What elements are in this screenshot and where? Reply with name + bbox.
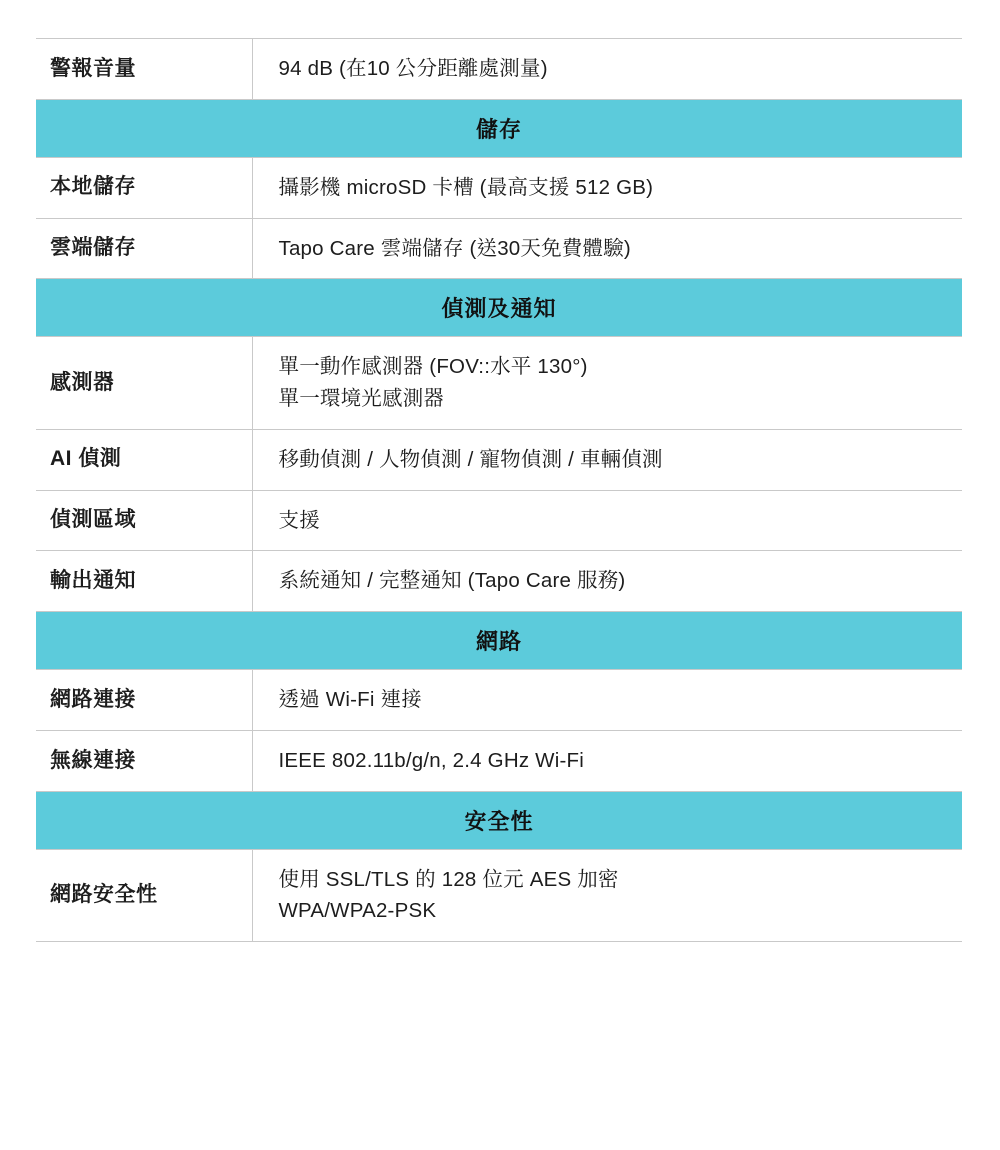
spec-value-line: 單一動作感測器 (FOV::水平 130°) [278,355,588,379]
section-header-row [36,279,962,337]
spec-value [252,849,962,942]
spec-label: 輸出通知 [36,551,252,612]
spec-value-line: 94 dB (在10 公分距離處測量) [278,57,548,80]
spec-label: 本地儲存 [36,157,252,218]
spec-value [252,337,962,430]
spec-value [252,218,962,279]
section-header-row [36,791,962,849]
spec-value-line: IEEE 802.11b/g/n, 2.4 GHz Wi-Fi [278,748,584,772]
specification-table [36,38,962,942]
spec-label: 網路連接 [36,670,252,731]
spec-value [252,670,962,731]
spec-label: AI 偵測 [36,429,252,490]
table-row [36,730,962,791]
section-header-label: 網路 [36,612,962,670]
table-row [36,670,962,731]
table-row [36,490,962,551]
spec-value-line: 攝影機 microSD 卡槽 (最高支援 512 GB) [278,175,654,199]
table-row [36,39,962,100]
table-row [36,849,962,942]
spec-value-line: 單一環境光感測器 [278,387,445,411]
section-header-label: 儲存 [36,99,962,157]
spec-value-line: Tapo Care 雲端儲存 (送30天免費體驗) [278,236,631,260]
spec-value-line: 透過 Wi-Fi 連接 [278,688,422,712]
spec-label: 感測器 [36,337,252,430]
spec-value-line: WPA/WPA2-PSK [278,899,437,923]
spec-value-line: 系統通知 / 完整通知 (Tapo Care 服務) [278,569,626,593]
spec-label: 網路安全性 [36,849,252,942]
section-header-row [36,612,962,670]
spec-value-line: 移動偵測 / 人物偵測 / 寵物偵測 / 車輛偵測 [278,447,663,471]
table-row [36,157,962,218]
spec-label: 無線連接 [36,730,252,791]
table-row [36,429,962,490]
table-row [36,218,962,279]
table-row [36,551,962,612]
section-header-label: 偵測及通知 [36,279,962,337]
spec-value [252,730,962,791]
spec-value [252,39,962,100]
table-row [36,337,962,430]
spec-label: 警報音量 [36,39,252,100]
spec-label: 偵測區域 [36,490,252,551]
spec-value [252,429,962,490]
specification-table-body [36,39,962,942]
spec-label: 雲端儲存 [36,218,252,279]
section-header-row [36,99,962,157]
spec-value-line: 支援 [278,508,320,532]
spec-value [252,551,962,612]
section-header-label: 安全性 [36,791,962,849]
spec-value-line: 使用 SSL/TLS 的 128 位元 AES 加密 [278,867,619,891]
spec-value [252,157,962,218]
spec-value [252,490,962,551]
